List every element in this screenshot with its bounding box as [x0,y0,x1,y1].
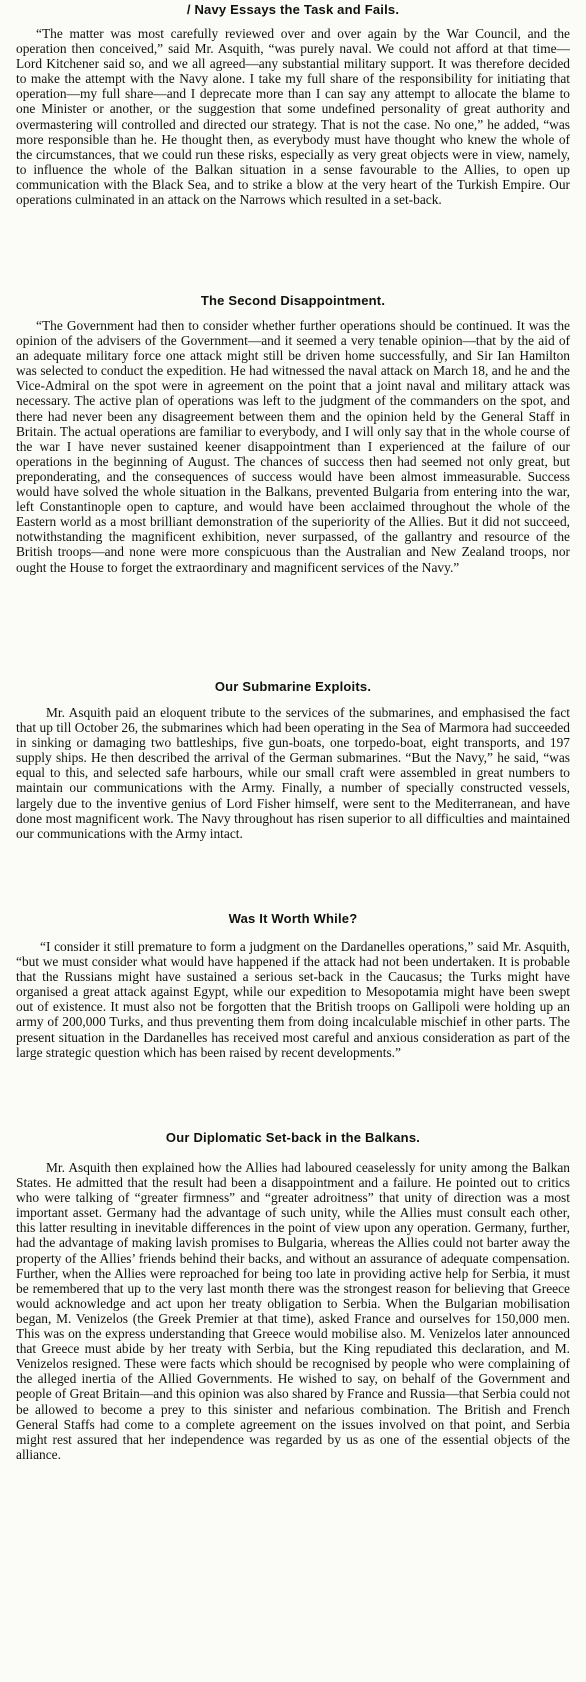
section-heading-submarine: Our Submarine Exploits. [214,679,372,694]
section-heading-diplomatic: Our Diplomatic Set-back in the Balkans. [165,1130,421,1145]
paragraph-second-disappointment: “The Government had then to consider whether further operations should be continued. It was the opinion of the advisers of the Government—and it seemed a very tenable opinion—that by the aid of an adequate military force one attack might still be driven home successfully, and Sir Ian Hamilton was selected to conduct the expedition. He had witnessed the naval attack on March 18, and he and the Vice-Admiral on the spot were in agreement on the point that a joint naval and military attack was necessary. The active plan of operations was left to the judgment of the commanders on the spot, and there had never been any disagreement between them and the opinion held by the General Staff in Britain. The actual operations are familiar to everybody, and I will only say that in the whole course of the war I have never sustained keener disappointment than I experienced at the failure of our operations in the beginning of August. The chances of success then had seemed not only great, but preponderating, and the consequences of success would have been almost immeasurable. Success would have solved the whole situation in the Balkans, prevented Bulgaria from entering into the war, left Constantinople open to capture, and would have been acclaimed throughout the whole of the Eastern world as a most brilliant demonstration of the superiority of the Allies. But it did not succeed, notwithstanding the magnificent exhibition, never surpassed, of the gallantry and resource of the British troops—and none were more conspicuous than the Australian and New Zealand troops, nor ought the House to forget the extraordinary and magnificent services of the Navy.” [16,318,570,575]
section-heading-worth-while: Was It Worth While? [228,911,358,926]
paragraph-worth-while: “I consider it still premature to form a judgment on the Dardanelles operations,” said Mr. Asquith, “but we must consider what would have happened if the attack had not been undertaken. It is probable that the Russians might have sustained a serious set-back in the Caucasus; the Turks might have organised a great attack against Egypt, while our expedition to Mesopotamia might have been swept out of existence. It must also not be forgotten that the British troops on Gallipoli were holding up an army of 200,000 Turks, and thus preventing them from doing incalculable mischief in other parts. The present situation in the Dardanelles has received most careful and anxious consideration as part of the large strategic question which has been raised by recent developments.” [16,939,570,1060]
section-heading-navy: / Navy Essays the Task and Fails. [186,2,400,17]
paragraph-submarine: Mr. Asquith paid an eloquent tribute to the services of the submarines, and emphasised the fact that up till October 26, the submarines which had been operating in the Sea of Marmora had succeeded in sinking or damaging two battleships, five gun-boats, one torpedo-boat, eight transports, and 197 supply ships. He then described the arrival of the German submarines. “But the Navy,” he said, “was equal to this, and selected safe harbours, while our small craft were assembled in great numbers to maintain our communications with the Army. Finally, a number of specially constructed vessels, largely due to the inventive genius of Lord Fisher himself, were sent to the Mediterranean, and have done most magnificent work. The Navy throughout has risen superior to all difficulties and maintained our communications with the Army intact. [16,705,570,841]
paragraph-navy: “The matter was most carefully reviewed over and over again by the War Council, and the operation then conceived,” said Mr. Asquith, “was purely naval. We could not afford at that time—Lord Kitchener said so, and we all agreed—any substantial military support. It was therefore decided to make the attempt with the Navy alone. I take my full share of the responsibility for initiating that operation—my full share—and I deprecate more than I can say any attempt to allocate the blame to one Minister or another, or the suggestion that some undefined personality of great authority and overmastering will controlled and directed our strategy. That is not the case. No one,” he added, “was more responsible than he. He thought then, as everybody must have thought who knew the whole of the circumstances, that we could run these risks, especially as very great objects were in view, namely, to influence the whole of the Balkan situation in a sense favourable to the Allies, to open up communication with the Black Sea, and to strike a blow at the very heart of the Turkish Empire. Our operations culminated in an attack on the Narrows which resulted in a set-back. [16,26,570,208]
paragraph-diplomatic: Mr. Asquith then explained how the Allies had laboured ceaselessly for unity among the Balkan States. He admitted that the result had been a disappointment and a failure. He pointed out to critics who were talking of “greater firmness” and “greater adroitness” that unity of direction was a most important asset. Germany had the advantage of such unity, while the Allies must consult each other, this latter resulting in inevitable differences in the point of view upon any operation. Germany, further, had the advantage of making lavish promises to Bulgaria, whereas the Allies could not barter away the property of the Allies’ friends behind their backs, and without an assurance of adequate compensation. Further, when the Allies were reproached for being too late in providing active help for Serbia, it must be remembered that up to the very last month there was the strongest reason for believing that Greece would acknowledge and act upon her treaty obligation to Serbia. When the Bulgarian mobilisation began, M. Venizelos (the Greek Premier at that time), asked France and ourselves for 150,000 men. This was on the express understanding that Greece would mobilise also. M. Venizelos later announced that Greece must abide by her treaty with Serbia, but the King repudiated this declaration, and M. Venizelos resigned. These were facts which should be recognised by people who were complaining of the alleged inertia of the Allied Governments. He wished to say, on behalf of the Government and people of Great Britain—and this opinion was also shared by France and Russia—that Serbia could not be allowed to become a prey to this sinister and nefarious combination. The British and French General Staffs had come to a complete agreement on the issues involved on that point, and Serbia might rest assured that her independence was regarded by us as one of the essential objects of the alliance. [16,1160,570,1462]
section-heading-second-disappointment: The Second Disappointment. [200,293,386,308]
